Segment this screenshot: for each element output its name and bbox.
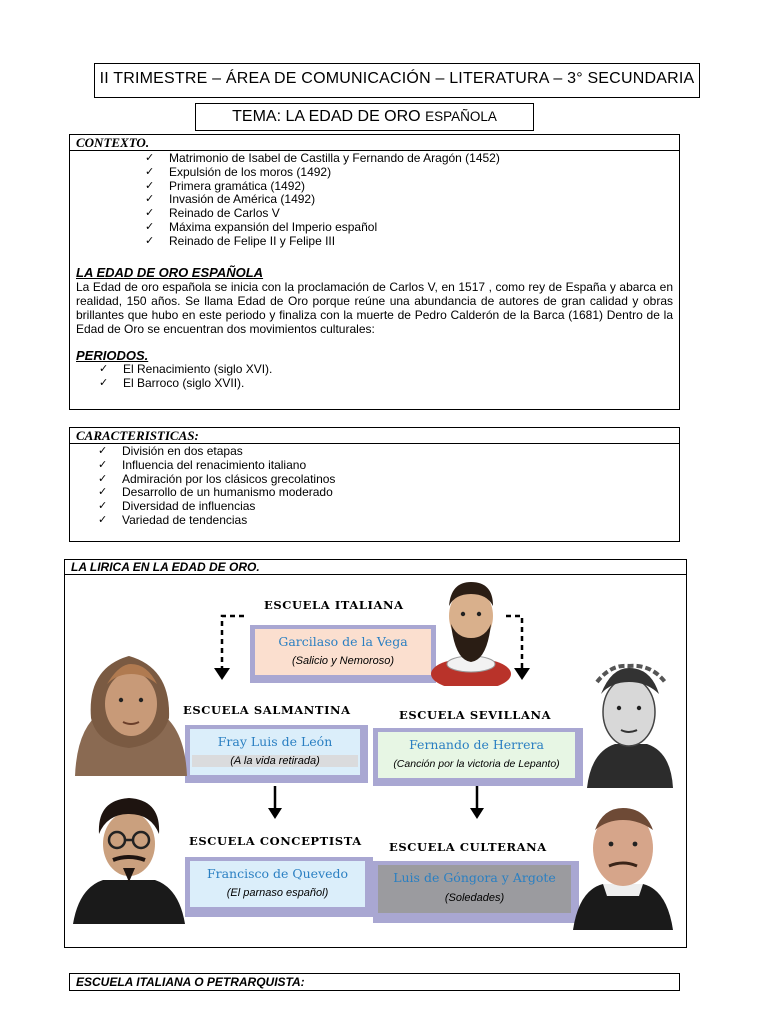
dashed-arrow-left <box>210 612 250 682</box>
periodos-heading: PERIODOS. <box>76 348 149 364</box>
checkmark-icon: ✓ <box>145 220 155 233</box>
header-title: II TRIMESTRE – ÁREA DE COMUNICACIÓN – LITERATURA – 3° SECUNDARIA <box>99 70 695 87</box>
list-item-text: El Barroco (siglo XVII). <box>123 376 245 391</box>
list-item-text: Desarrollo de un humanismo moderado <box>122 485 333 500</box>
gongora-portrait <box>569 800 675 932</box>
list-item <box>98 459 679 473</box>
list-item <box>145 235 679 249</box>
quevedo-card <box>185 857 373 917</box>
list-item <box>145 180 679 194</box>
escuela-italiana-section <box>69 973 680 991</box>
tema-suffix: ESPAÑOLA <box>425 109 497 124</box>
list-item-text: Influencia del renacimiento italiano <box>122 457 307 472</box>
edad-de-oro-paragraph: La Edad de oro española se inicia con la proclamación de Carlos V, en 1517 , como rey de España y abarca en realidad, 150 años. Se llama Edad de Oro porque reúne una abundancia de autores de gran calidad y obras brillantes que hubo en este periodo y finaliza con la muerte de Pedro Calderón de la Barca (1681) Dentro de la Edad de Oro se encuentran dos movimientos culturales: <box>76 279 673 337</box>
tema-title <box>196 104 533 130</box>
fray-luis-name: Fray Luis de León <box>217 734 333 749</box>
list-item-text: Máxima expansión del Imperio español <box>169 219 378 234</box>
lirica-heading: LA LIRICA EN LA EDAD DE ORO. <box>65 560 686 575</box>
checkmark-icon: ✓ <box>98 500 108 513</box>
checkmark-icon: ✓ <box>98 445 108 457</box>
periodos-list <box>99 363 679 391</box>
contexto-heading: CONTEXTO. <box>70 135 679 151</box>
list-item <box>99 363 679 377</box>
list-item-text: División en dos etapas <box>122 444 243 458</box>
escuela-conceptista-label: ESCUELA CONCEPTISTA <box>189 834 362 848</box>
garcilaso-card <box>250 625 436 683</box>
gongora-work: (Soledades) <box>444 892 505 904</box>
fray-luis-card <box>185 725 368 783</box>
list-item-text: Admiración por los clásicos grecolatinos <box>122 471 336 486</box>
list-item <box>98 500 679 514</box>
list-item <box>145 193 679 207</box>
quevedo-portrait <box>71 792 187 926</box>
list-item-text: Diversidad de influencias <box>122 499 256 514</box>
header-title-box <box>94 63 700 98</box>
checkmark-icon: ✓ <box>145 165 155 178</box>
list-item <box>145 207 679 221</box>
list-item-text: Matrimonio de Isabel de Castilla y Fernando de Aragón (1452) <box>169 151 500 165</box>
garcilaso-work: (Salicio y Nemoroso) <box>291 655 395 667</box>
list-item <box>98 514 679 528</box>
list-item-text: Reinado de Carlos V <box>169 206 280 221</box>
herrera-card <box>373 728 583 786</box>
contexto-list <box>145 152 679 249</box>
list-item <box>98 486 679 500</box>
list-item <box>99 377 679 391</box>
escuela-italiana-heading: ESCUELA ITALIANA O PETRARQUISTA: <box>76 975 305 989</box>
garcilaso-name: Garcilaso de la Vega <box>278 634 408 649</box>
garcilaso-portrait <box>429 576 511 686</box>
checkmark-icon: ✓ <box>145 179 155 192</box>
escuela-culterana-label: ESCUELA CULTERANA <box>389 840 547 854</box>
checkmark-icon: ✓ <box>98 458 108 471</box>
quevedo-work: (El parnaso español) <box>226 887 329 899</box>
checkmark-icon: ✓ <box>145 234 155 247</box>
herrera-name: Fernando de Herrera <box>409 737 544 752</box>
escuela-salmantina-label: ESCUELA SALMANTINA <box>183 703 351 717</box>
fray-luis-portrait <box>71 648 189 780</box>
arrow-down-icon <box>265 786 285 822</box>
checkmark-icon: ✓ <box>98 472 108 485</box>
tema-box <box>195 103 534 131</box>
list-item-text: El Renacimiento (siglo XVI). <box>123 362 273 377</box>
fray-luis-work: (A la vida retirada) <box>192 755 358 767</box>
list-item-text: Reinado de Felipe II y Felipe III <box>169 233 336 248</box>
arrow-down-icon <box>467 786 487 822</box>
list-item-text: Variedad de tendencias <box>122 512 248 527</box>
checkmark-icon: ✓ <box>99 363 109 376</box>
list-item <box>145 152 679 166</box>
checkmark-icon: ✓ <box>98 513 108 526</box>
quevedo-name: Francisco de Quevedo <box>206 866 349 881</box>
checkmark-icon: ✓ <box>145 207 155 220</box>
checkmark-icon: ✓ <box>145 193 155 206</box>
gongora-name: Luis de Góngora y Argote <box>393 870 556 885</box>
list-item-text: Expulsión de los moros (1492) <box>169 164 332 179</box>
list-item <box>145 166 679 180</box>
edad-de-oro-heading: LA EDAD DE ORO ESPAÑOLA <box>76 264 264 280</box>
list-item-text: Invasión de América (1492) <box>169 192 316 207</box>
list-item <box>98 473 679 487</box>
contexto-section <box>69 134 680 410</box>
caracteristicas-list <box>98 445 679 528</box>
caracteristicas-section <box>69 427 680 542</box>
gongora-card <box>373 861 579 923</box>
herrera-work: (Canción por la victoria de Lepanto) <box>393 758 560 770</box>
checkmark-icon: ✓ <box>98 486 108 499</box>
list-item <box>145 221 679 235</box>
escuela-sevillana-label: ESCUELA SEVILLANA <box>399 708 552 722</box>
herrera-portrait <box>581 660 677 790</box>
escuela-italiana-label: ESCUELA ITALIANA <box>264 598 404 612</box>
checkmark-icon: ✓ <box>99 377 109 390</box>
list-item-text: Primera gramática (1492) <box>169 178 306 193</box>
lirica-section <box>64 559 687 948</box>
tema-prefix: TEMA: LA EDAD DE ORO <box>232 108 426 125</box>
caracteristicas-heading: CARACTERISTICAS: <box>70 428 679 444</box>
checkmark-icon: ✓ <box>145 152 155 164</box>
list-item <box>98 445 679 459</box>
